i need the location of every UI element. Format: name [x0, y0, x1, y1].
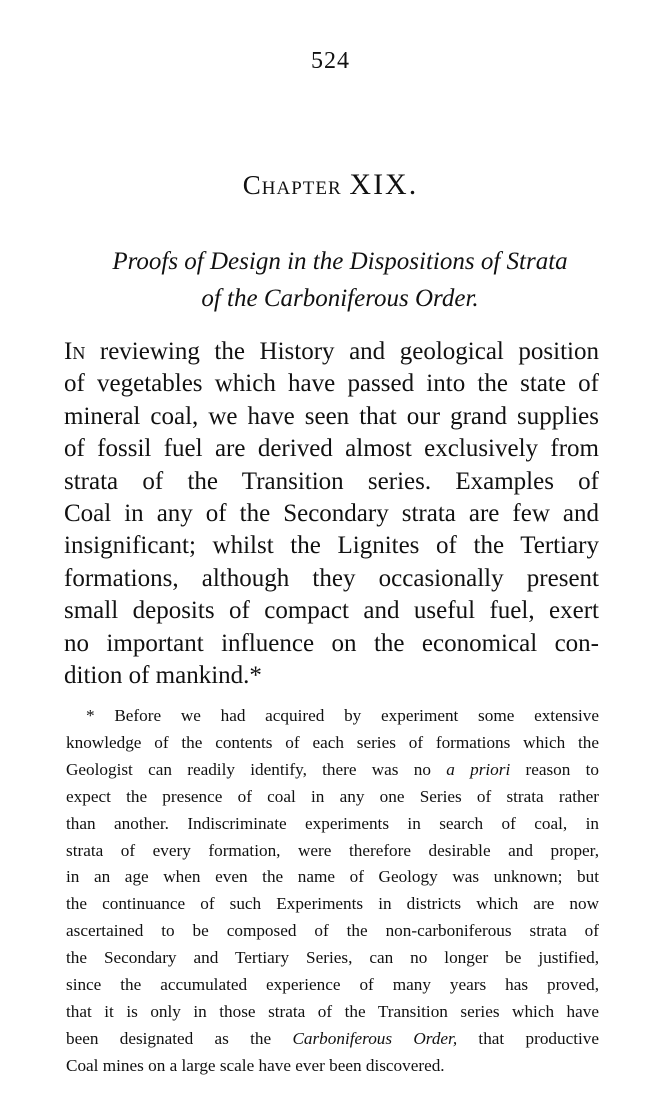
- footnote-line: Geologist can readily identify, there was no a priori reason to: [66, 759, 599, 779]
- body-line: mineral coal, we have seen that our grand supplies: [64, 402, 599, 430]
- footnote-line: that it is only in those strata of the Transition series which have: [66, 1001, 599, 1021]
- body-line: In reviewing the History and geological position: [64, 338, 599, 365]
- body-line: no important influence on the economical con-: [64, 629, 599, 657]
- body-line: small deposits of compact and useful fuel, exert: [64, 597, 599, 625]
- body-line: strata of the Transition series. Examples of: [64, 467, 599, 495]
- footnote-line: the continuance of such Experiments in districts which are now: [66, 894, 599, 914]
- body-line: Coal in any of the Secondary strata are few and: [64, 500, 599, 528]
- footnote-line: in an age when even the name of Geology was unknown; but: [66, 867, 599, 887]
- body-line: dition of mankind.*: [64, 662, 262, 690]
- italic-term: a priori: [446, 759, 511, 779]
- lead-word: In: [64, 338, 86, 365]
- footnote-line: Coal mines on a large scale have ever been discovered.: [66, 1055, 445, 1075]
- footnote-line: than another. Indiscriminate experiments in search of coal, in: [66, 813, 599, 833]
- footnote-line: since the accumulated experience of many years has proved,: [66, 975, 599, 995]
- chapter-title-line-2: of the Carboniferous Order.: [201, 285, 479, 312]
- footnote-line: expect the presence of coal in any one Series of strata rather: [66, 786, 599, 806]
- footnote-line: knowledge of the contents of each series of formations which the: [66, 732, 599, 752]
- body-line: of vegetables which have passed into the state of: [64, 370, 599, 398]
- body-line: formations, although they occasionally present: [64, 564, 599, 592]
- footnote-line: the Secondary and Tertiary Series, can no longer be justified,: [66, 948, 599, 968]
- body-line: insignificant; whilst the Lignites of the Tertiary: [64, 532, 599, 560]
- chapter-heading: [0, 168, 661, 202]
- chapter-word: Chapter: [242, 170, 342, 200]
- page-number: 524: [311, 48, 350, 74]
- footnote-line: strata of every formation, were therefore desirable and proper,: [66, 840, 599, 860]
- chapter-numeral: XIX.: [349, 168, 419, 201]
- footnote-line: been designated as the Carboniferous Order, that productive: [66, 1028, 599, 1048]
- footnote: [66, 703, 599, 1080]
- footnote-line: * Before we had acquired by experiment some extensive: [86, 706, 599, 725]
- italic-term: Carboniferous Order,: [292, 1028, 458, 1048]
- chapter-title-line-1: Proofs of Design in the Dispositions of Strata: [112, 248, 568, 275]
- body-line: of fossil fuel are derived almost exclusively from: [64, 435, 599, 463]
- chapter-title: [60, 243, 620, 317]
- footnote-line: ascertained to be composed of the non-carboniferous strata of: [66, 921, 599, 941]
- body-paragraph: [64, 336, 599, 692]
